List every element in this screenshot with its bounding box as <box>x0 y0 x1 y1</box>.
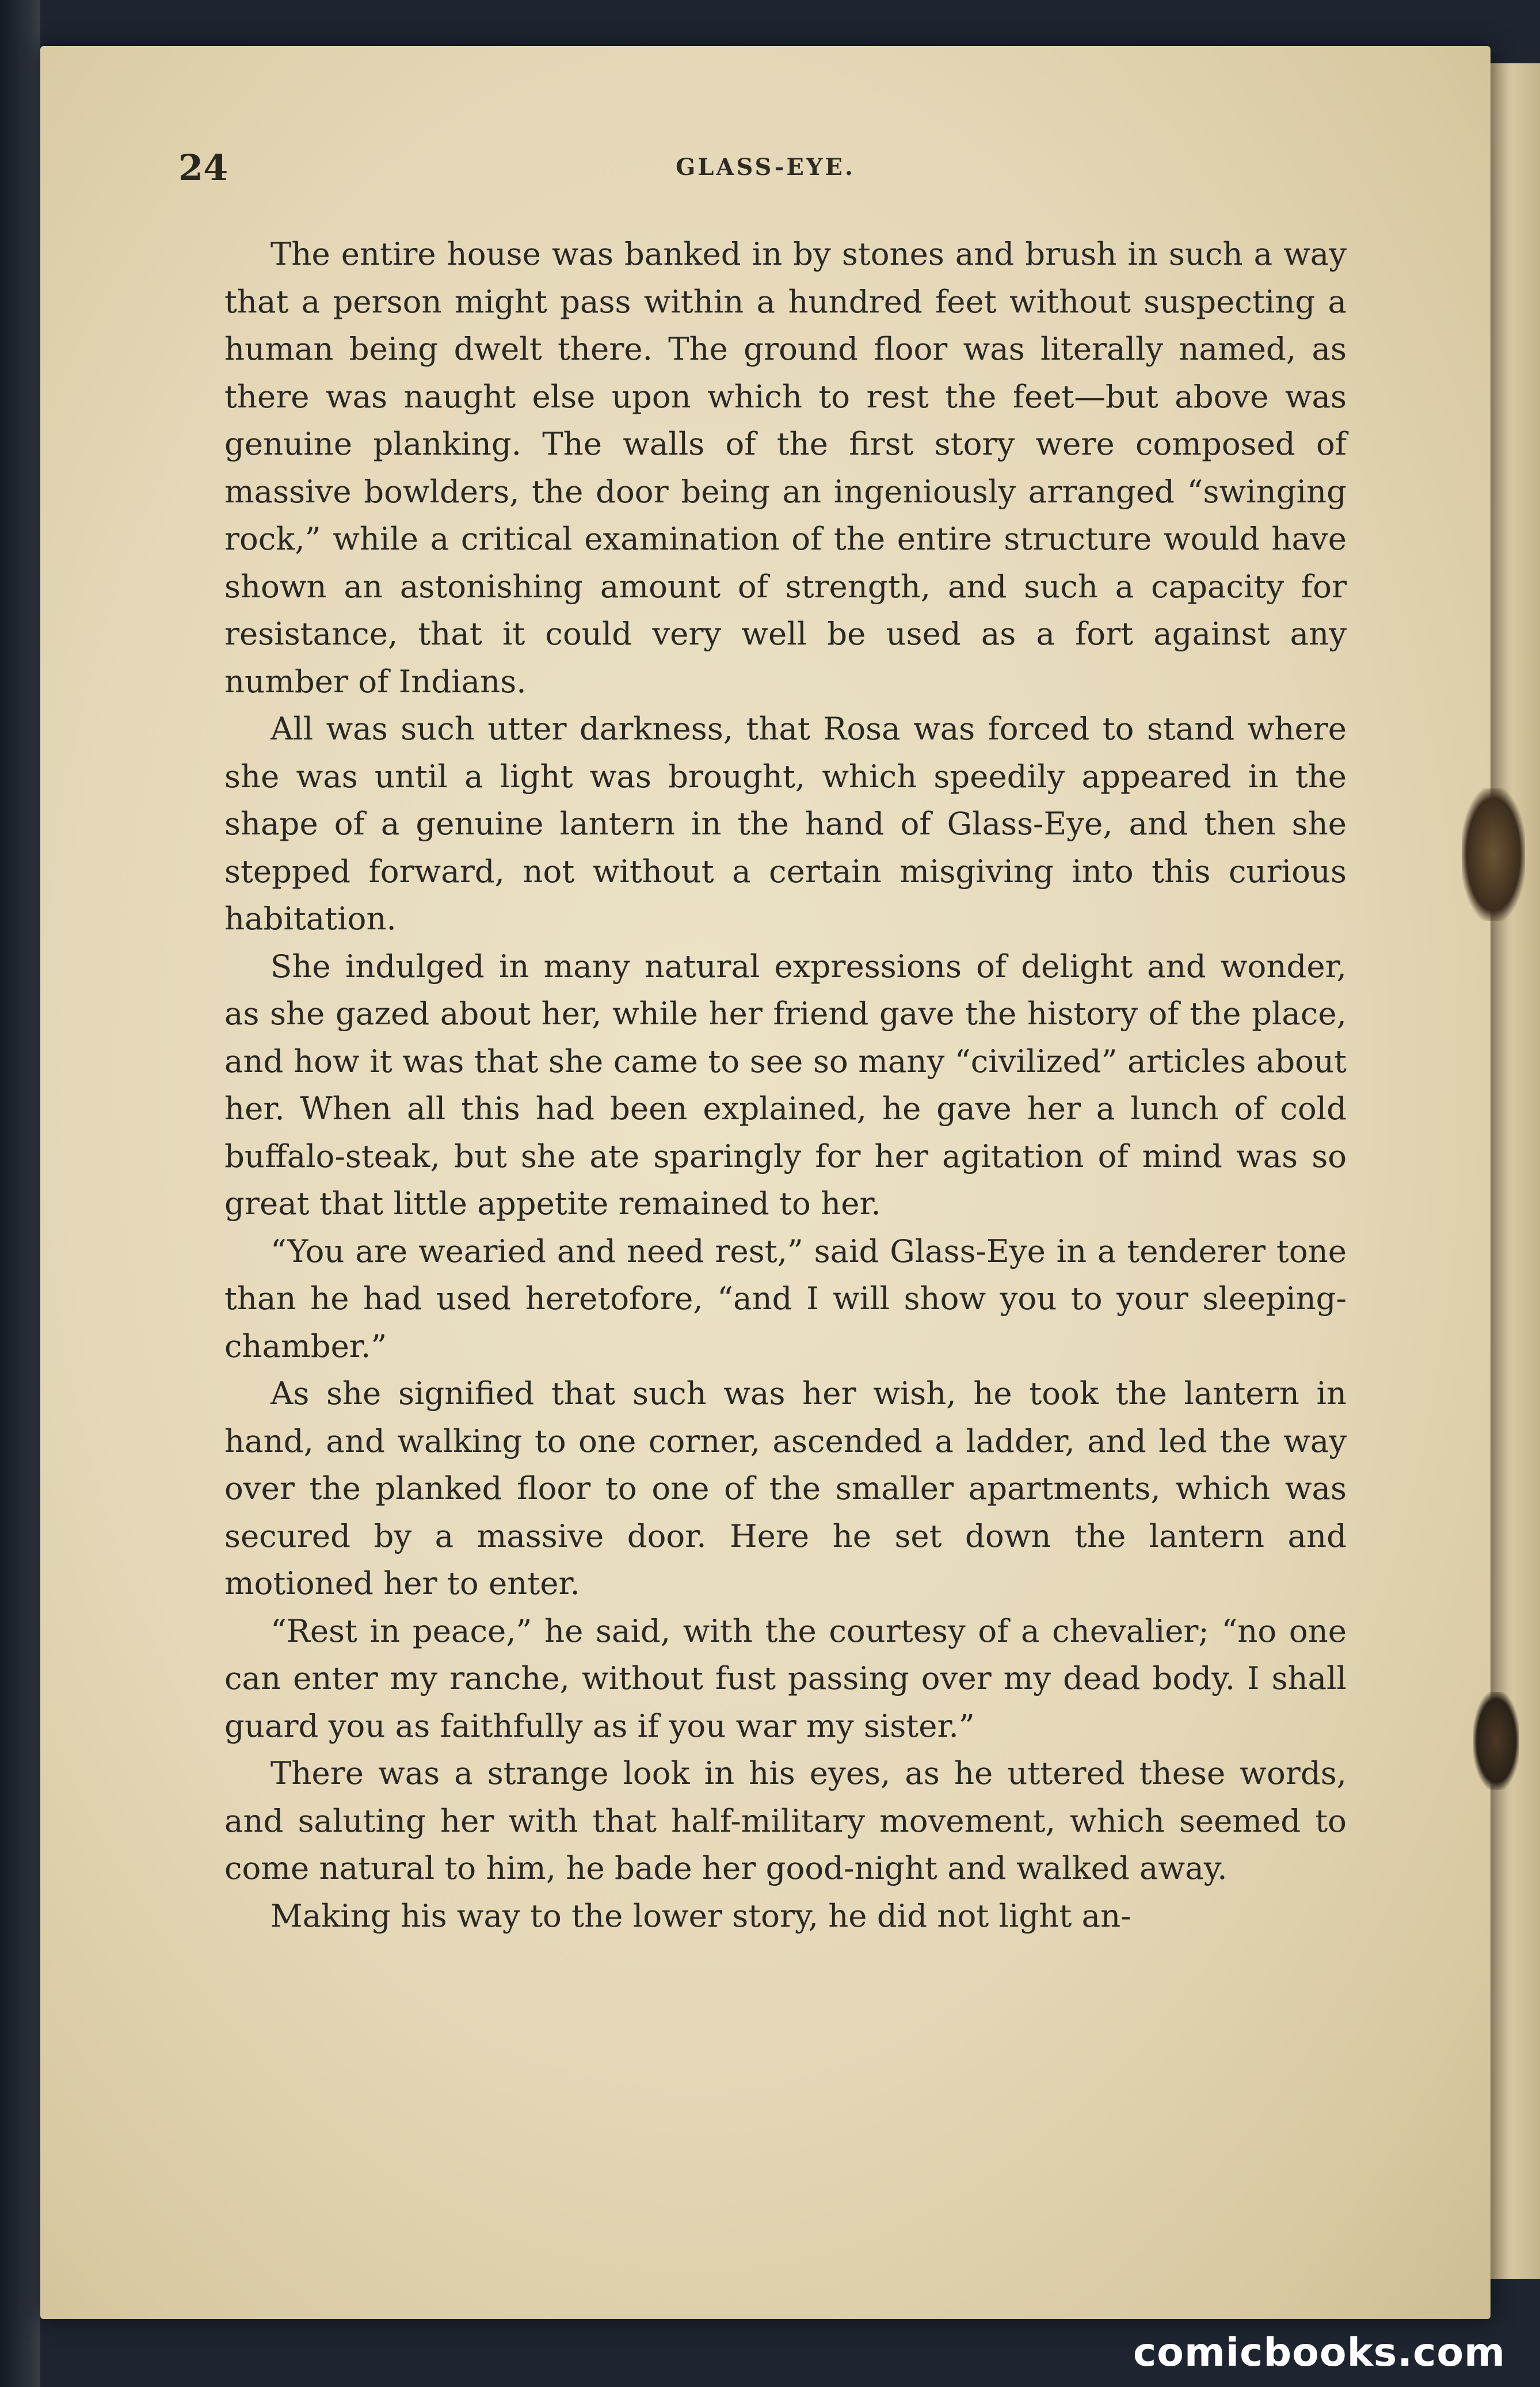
paragraph: All was such utter darkness, that Rosa was forced to stand where she was until a light was brought, which speedily appeared in the shape of a genuine lantern in the hand of Glass-Eye, and then she stepped forward, not without a certain misgiving into this curious habitation. <box>224 710 1347 937</box>
paragraph: She indulged in many natural expressions of delight and wonder, as she gazed about her, while her friend gave the history of the place, and how it was that she came to see so many “civilized” articles about her. When all this had been explained, he gave her a lunch of cold buffalo-steak, but she ate sparingly for her agitation of mind was so great that little appetite remained to her. <box>224 947 1347 1222</box>
paragraph: The entire house was banked in by stones and brush in such a way that a person might pass within a hundred feet without suspecting a human being dwelt there. The ground floor was literally named, as there was naught else upon which to rest the feet—but above was genuine planking. The walls of the first story were composed of massive bowlders, the door being an ingeniously arranged “swinging rock,” while a critical examination of the entire structure would have shown an astonishing amount of strength, and such a capacity for resistance, that it could very well be used as a fort against any number of Indians. <box>224 235 1347 700</box>
page-tear <box>1462 788 1525 921</box>
paragraph: Making his way to the lower story, he did not light an- <box>270 1897 1131 1934</box>
paragraph: “You are wearied and need rest,” said Glass-Eye in a tenderer tone than he had used heretofore, “and I will show you to your sleeping-chamber.” <box>224 1232 1347 1364</box>
page-header <box>178 147 1352 199</box>
page-edge <box>1491 63 1540 2279</box>
paragraph: As she signified that such was her wish, he took the lantern in hand, and walking to one corner, ascended a ladder, and led the way over the planked floor to one of the smaller apartments, which was secured by a massive door. Here he set down the lantern and motioned her to enter. <box>224 1375 1347 1601</box>
running-title: GLASS-EYE. <box>676 154 855 181</box>
body-text <box>224 230 1347 1939</box>
book-spine <box>0 0 40 2387</box>
paragraph: There was a strange look in his eyes, as he uttered these words, and saluting her with that half-military movement, which seemed to come natural to him, he bade her good-night and walked away. <box>224 1755 1347 1886</box>
site-watermark: comicbooks.com <box>1133 2330 1505 2375</box>
paragraph: “Rest in peace,” he said, with the courtesy of a chevalier; “no one can enter my ranche, without fust passing over my dead body. I shall guard you as faithfully as if you war my sister.” <box>224 1612 1347 1744</box>
page-tear <box>1473 1692 1519 1790</box>
page-number: 24 <box>178 147 228 189</box>
